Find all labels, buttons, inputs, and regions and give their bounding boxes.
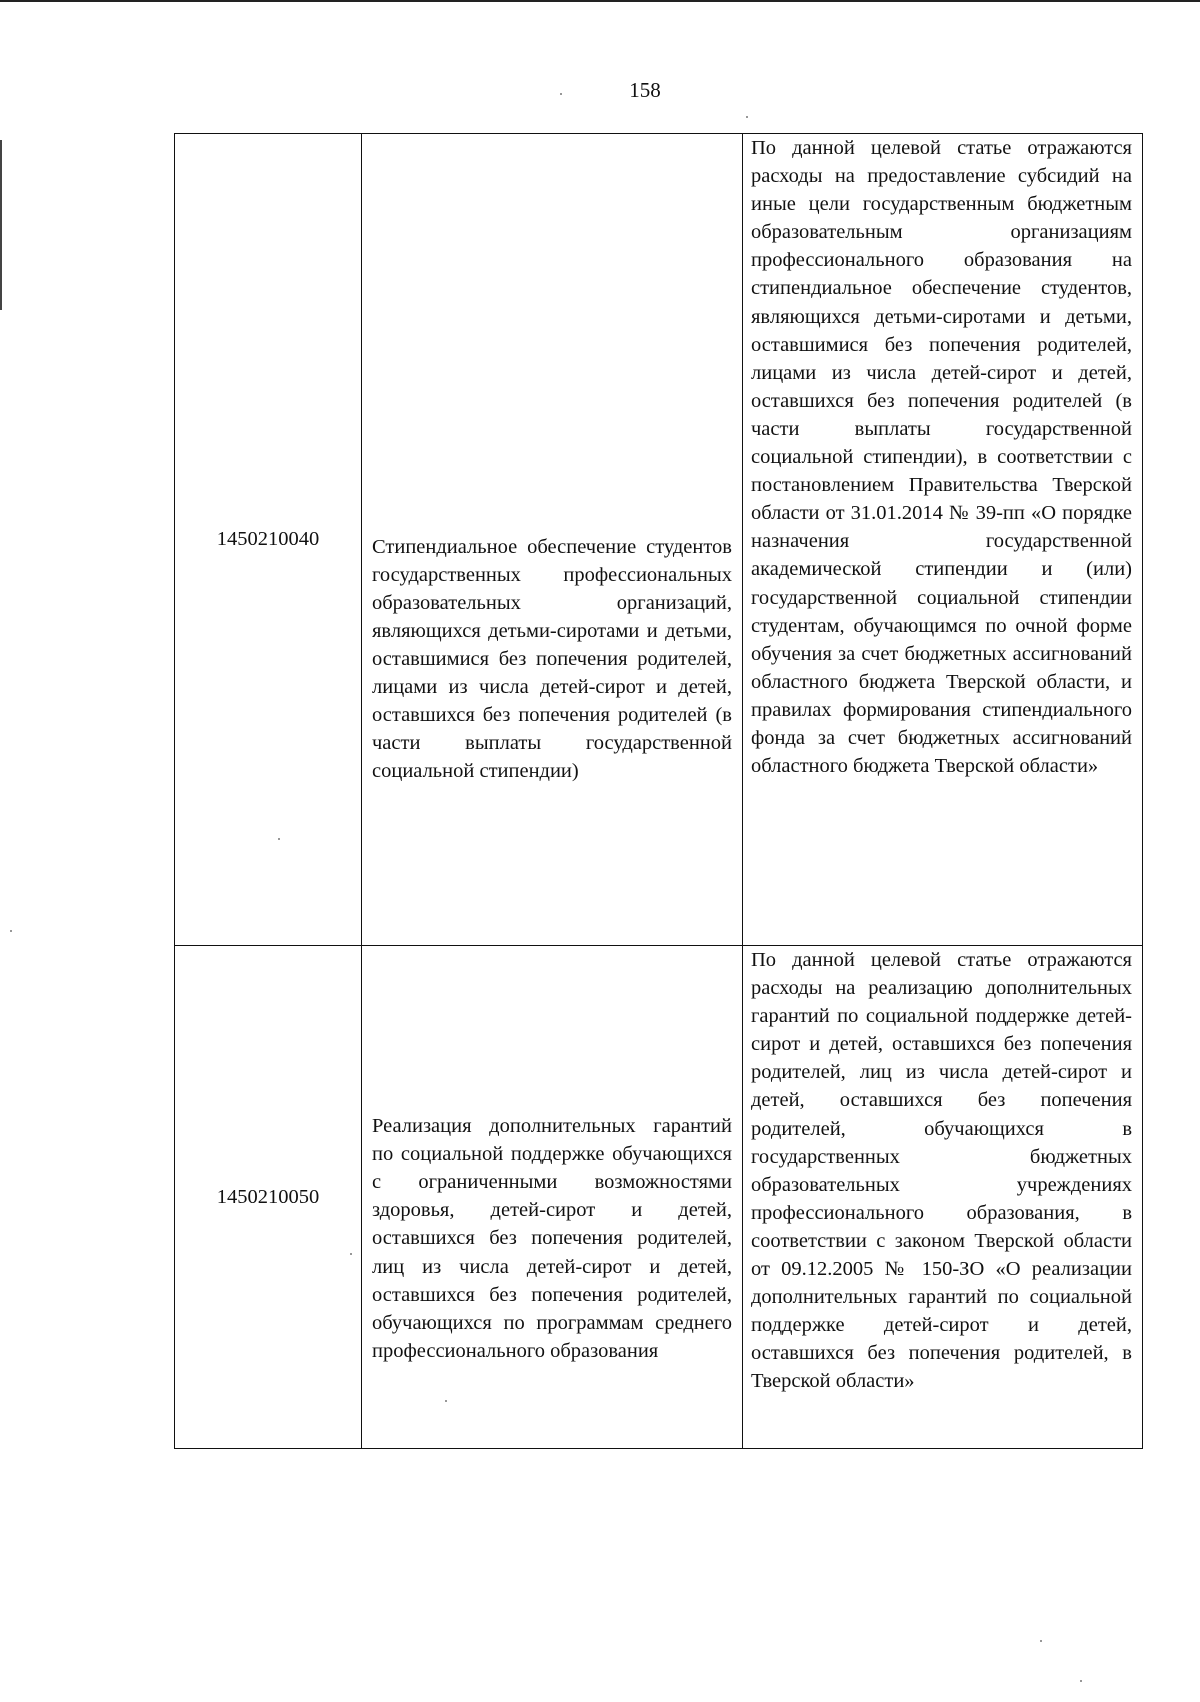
- scan-edge-mark: [0, 140, 2, 310]
- target-article-code-cell: [175, 946, 362, 1449]
- scan-speck: [10, 930, 12, 932]
- scan-speck: [1040, 1640, 1042, 1642]
- target-article-description: По данной целевой статье отражаются расходы на реализацию дополнительных гарантий по социальной поддержке детей-сирот и детей, оставшихся без попечения родителей, лиц из числа детей-сирот и детей, оставшихся без попечения родителей, обучающихся в государственных бюджетных образовательных учреждениях профессионального образования, в соответствии с законом Тверской области от 09.12.2005 № 150-ЗО «О реализации дополнительных гарантий по социальной поддержке детей-сирот и детей, оставшихся без попечения родителей, в Тверской области»: [751, 949, 1132, 1393]
- budget-classification-table: [174, 133, 1143, 1449]
- target-article-code-cell: [175, 134, 362, 946]
- table-row: [175, 946, 1143, 1449]
- scan-speck: [746, 116, 748, 118]
- target-article-name-cell: [362, 946, 743, 1449]
- target-article-name-cell: [362, 134, 743, 946]
- page-top-border: [0, 0, 1200, 2]
- target-article-description-cell: [743, 946, 1143, 1449]
- target-article-description-cell: [743, 134, 1143, 946]
- target-article-name: Стипендиальное обеспечение студентов государственных профессиональных образовательных организаций, являющихся детьми-сиротами и детьми, оставшимися без попечения родителей, лицами из числа детей-сирот и детей, оставшихся без попечения родителей (в части выплаты государственной социальной стипендии): [372, 535, 732, 783]
- scan-speck: [445, 1400, 447, 1402]
- target-article-description: По данной целевой статье отражаются расходы на предоставление субсидий на иные цели государственным бюджетным образовательным организациям профессионального образования на стипендиальное обеспечение студентов, являющихся детьми-сиротами и детьми, оставшимися без попечения родителей, лицами из числа детей-сирот и детей, оставшихся без попечения родителей (в части выплаты государственной социальной стипендии), в соответствии с постановлением Правительства Тверской области от 31.01.2014 № 39-пп «О порядке назначения государственной академической стипендии и (или) государственной социальной стипендии студентам, обучающимся по очной форме обучения за счет бюджетных ассигнований областного бюджета Тверской области, и правилах формирования стипендиального фонда за счет бюджетных ассигнований областного бюджета Тверской области»: [751, 137, 1132, 778]
- scan-speck: [560, 93, 562, 95]
- page-number: 158: [629, 78, 661, 102]
- target-article-code: 1450210040: [216, 528, 320, 551]
- target-article-name: Реализация дополнительных гарантий по социальной поддержке обучающихся с ограниченными возможностями здоровья, детей-сирот и детей, оставшихся без попечения родителей, лиц из числа детей-сирот и детей, оставшихся без попечения родителей, обучающихся по программам среднего профессионального образования: [372, 1115, 732, 1362]
- table-row: [175, 134, 1143, 946]
- target-article-code: 1450210050: [216, 1185, 320, 1208]
- scan-speck: [350, 1253, 352, 1255]
- scan-speck: [1080, 1680, 1082, 1682]
- scan-speck: [278, 838, 280, 840]
